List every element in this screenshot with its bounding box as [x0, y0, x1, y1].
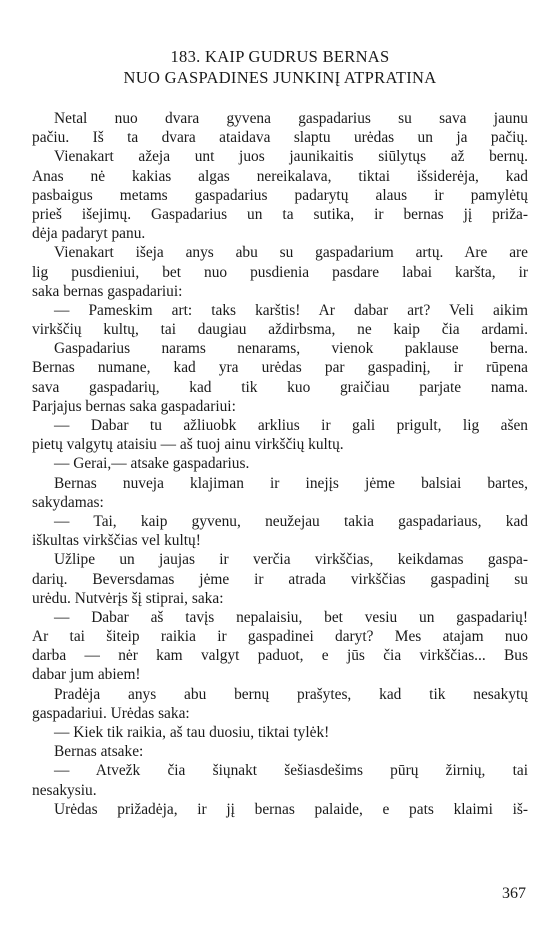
page-number: 367 [502, 885, 526, 902]
story-body [32, 109, 528, 819]
text-line: darba — nėr kam valgyt paduot, e jūs čia virkščias... Bus [32, 647, 528, 665]
text-line: Bernas atsake: [54, 743, 144, 761]
text-line: sakydamas: [32, 493, 104, 511]
text-line: — Atvežk čia šiųnakt šešiasdešims pūrų žirnių, tai [54, 762, 528, 780]
text-line: Anas nė kakias algas nereikalava, tiktai išsiderėja, kad [32, 167, 528, 185]
text-line: pačiu. Iš ta dvara ataidava slaptu urėdas un ja pačių. [32, 129, 528, 147]
text-line: lig pusdieniui, bet nuo pusdienia pasdare labai karšta, ir [32, 263, 528, 281]
text-line: darių. Beversdamas jėme ir atrada virkščias gaspadinį su [32, 570, 528, 588]
text-line: prieš išejimų. Gaspadarius un ta sutika, ir bernas jį priža- [32, 205, 528, 223]
text-line: gaspadariui. Urėdas saka: [32, 704, 190, 722]
text-line: dabar jum abiem! [32, 666, 141, 684]
text-line: — Dabar aš tavįs nepalaisiu, bet vesiu un gaspadarių! [54, 608, 528, 626]
story-title [32, 46, 528, 88]
text-line: — Dabar tu ažliuobk arklius ir gali prigult, lig ašen [54, 417, 528, 434]
text-line: Pradėja anys abu bernų prašytes, kad tik nesakytų [54, 685, 528, 703]
text-line: Užlipe un jaujas ir verčia virkščias, keikdamas gaspa- [54, 551, 528, 569]
title-line-2: NUO GASPADINES JUNKINĮ ATPRATINA [123, 68, 437, 87]
text-line: dėja padaryt panu. [32, 225, 146, 243]
text-line: sava gaspadarių, kad tik kuo graičiau parjate nama. [32, 378, 528, 396]
text-line: Bernas numane, kad yra urėdas par gaspadinį, ir rūpena [32, 359, 528, 377]
text-line: — Kiek tik raikia, aš tau duosiu, tiktai tylėk! [54, 724, 330, 741]
text-line: pietų valgytų ataisiu — aš tuoj ainu virkščių kultų. [32, 436, 344, 454]
text-line: Ar tai šiteip raikia ir gaspadinei daryt? Mes atajam nuo [32, 628, 528, 646]
text-line: urėdu. Nutvėrįs šį stiprai, saka: [32, 589, 224, 607]
text-line: — Tai, kaip gyvenu, neužejau takia gaspadariaus, kad [54, 512, 528, 530]
text-line: Vienakart išeja anys abu su gaspadarium artų. Are are [54, 244, 528, 262]
text-line: Parjajus bernas saka gaspadariui: [32, 397, 236, 415]
text-line: saka bernas gaspadariui: [32, 282, 183, 300]
text-line: nesakysiu. [32, 781, 97, 799]
text-line: Urėdas prižadėja, ir jį bernas palaide, e pats klaimi iš- [54, 800, 528, 818]
text-line: pasbaigus metams gaspadarius padarytų alaus ir pamylėtų [32, 186, 528, 204]
title-line-1: 183. KAIP GUDRUS BERNAS [170, 47, 390, 66]
text-line: — Pameskim art: taks karštis! Ar dabar art? Veli aikim [54, 301, 528, 319]
text-line: — Gerai,— atsake gaspadarius. [54, 455, 250, 473]
text-line: iškultas virkščias vel kultų! [32, 532, 201, 550]
text-line: Gaspadarius narams nenarams, vienok paklause berna. [54, 340, 528, 358]
text-line: virkščių kultų, tai daugiau aždirbsma, ne kaip čia ardami. [32, 321, 528, 339]
book-page [32, 30, 528, 930]
text-line: Netal nuo dvara gyvena gaspadarius su sava jaunu [54, 110, 528, 127]
text-line: Bernas nuveja klajiman ir inejįs jėme balsiai bartes, [54, 474, 528, 492]
text-line: Vienakart ažeja unt juos jaunikaitis siūlytųs až bernų. [54, 148, 528, 166]
